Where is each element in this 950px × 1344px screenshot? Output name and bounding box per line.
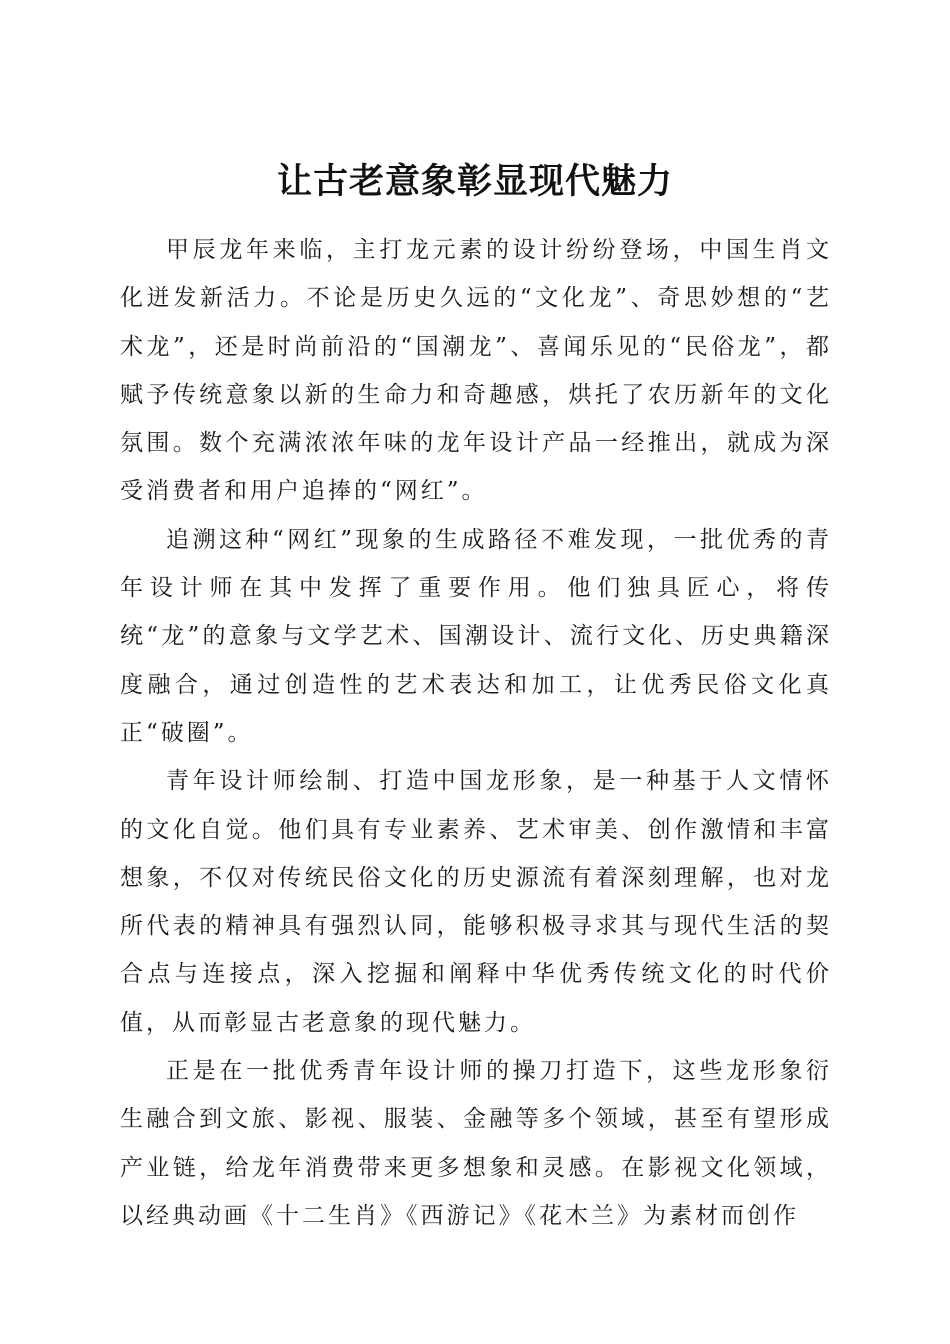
paragraph-3: 青年设计师绘制、打造中国龙形象，是一种基于人文情怀的文化自觉。他们具有专业素养、艺术审美、创作激情和丰富想象，不仅对传统民俗文化的历史源流有着深刻理解，也对龙所代表的精神具有强烈认同，能够积极寻求其与现代生活的契合点与连接点，深入挖掘和阐释中华优秀传统文化的时代价值，从而彰显古老意象的现代魅力。 bbox=[120, 768, 832, 1036]
paragraph-4: 正是在一批优秀青年设计师的操刀打造下，这些龙形象衍生融合到文旅、影视、服装、金融等多个领域，甚至有望形成产业链，给龙年消费带来更多想象和灵感。在影视文化领域，以经典动画《十二生肖》《西游记》《花木兰》为素材而创作 bbox=[120, 1058, 832, 1229]
article-title: 让古老意象彰显现代魅力 bbox=[276, 161, 673, 203]
paragraph-1: 甲辰龙年来临，主打龙元素的设计纷纷登场，中国生肖文化迸发新活力。不论是历史久远的“文化龙”、奇思妙想的“艺术龙”，还是时尚前沿的“国潮龙”、喜闻乐见的“民俗龙”，都赋予传统意象以新的生命力和奇趣感，烘托了农历新年的文化氛围。数个充满浓浓年味的龙年设计产品一经推出，就成为深受消费者和用户追捧的“网红”。 bbox=[120, 237, 832, 505]
article-body bbox=[120, 226, 832, 1240]
paragraph-2: 追溯这种“网红”现象的生成路径不难发现，一批优秀的青年设计师在其中发挥了重要作用。他们独具匠心，将传统“龙”的意象与文学艺术、国潮设计、流行文化、历史典籍深度融合，通过创造性的艺术表达和加工，让优秀民俗文化真正“破圈”。 bbox=[120, 526, 832, 746]
